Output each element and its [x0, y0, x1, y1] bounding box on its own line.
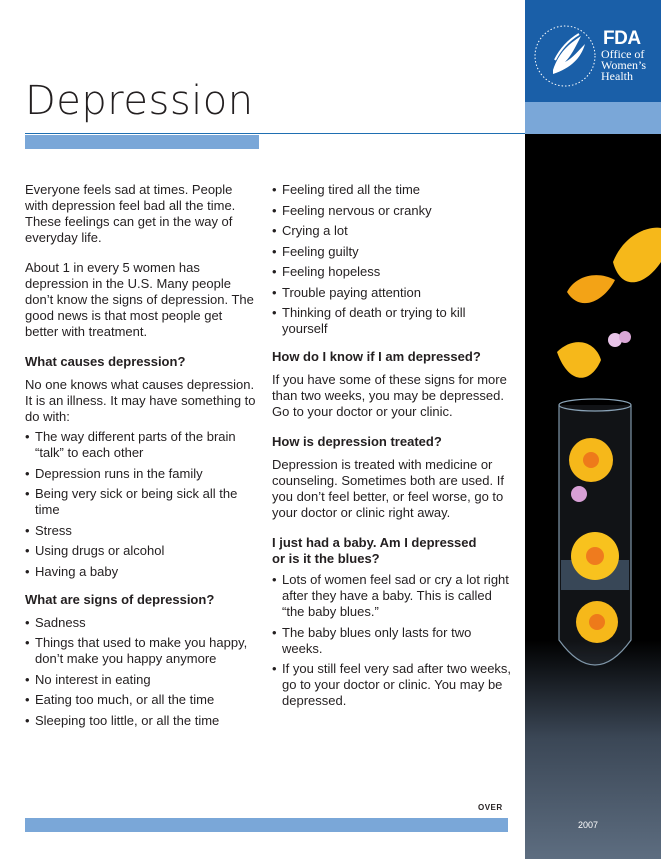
- list-item: • Eating too much, or all the time: [25, 692, 257, 708]
- list-item: • Stress: [25, 523, 257, 539]
- signs-heading: What are signs of depression?: [25, 591, 215, 607]
- footer-accent-bar: [25, 818, 508, 832]
- list-item: • Having a baby: [25, 564, 257, 580]
- list-item: • Lots of women feel sad or cry a lot right after they have a baby. This is called “the baby blues.”: [272, 572, 512, 620]
- list-item: • Depression runs in the family: [25, 466, 257, 482]
- list-item: • Crying a lot: [272, 223, 512, 239]
- baby-heading: [272, 535, 512, 567]
- signs-list-part-2: [272, 182, 512, 337]
- over-label: OVER: [478, 803, 503, 812]
- causes-heading: What causes depression?: [25, 354, 186, 369]
- baby-heading-line-1: I just had a baby. Am I depressed: [272, 535, 477, 550]
- list-item: • Trouble paying attention: [272, 285, 512, 301]
- year-label: 2007: [578, 820, 599, 830]
- header-rule: [25, 133, 525, 134]
- list-item: • The way different parts of the brain “talk” to each other: [25, 429, 257, 461]
- list-item: • Things that used to make you happy, don’t make you happy anymore: [25, 635, 257, 667]
- petal-icon: [557, 342, 601, 378]
- list-item: • Being very sick or being sick all the time: [25, 486, 257, 518]
- list-item: • The baby blues only lasts for two weeks.: [272, 625, 512, 657]
- side-panel: [525, 0, 661, 859]
- fda-logo: FDA: [603, 28, 641, 49]
- right-column: [272, 182, 512, 721]
- office-of-womens-health: Office of Women’s Health: [601, 47, 647, 83]
- blossom-icon: [571, 486, 587, 502]
- list-item: • Feeling nervous or cranky: [272, 203, 512, 219]
- intro-paragraph-2: About 1 in every 5 women has depression in the U.S. Many people don’t know the signs of depression. The good news is that most people get better with treatment.: [25, 260, 254, 339]
- causes-list: [25, 429, 257, 580]
- causes-text: No one knows what causes depression. It is an illness. It may have something to do with:: [25, 377, 256, 424]
- know-text: If you have some of these signs for more than two weeks, you may be depressed. Go to your doctor or your clinic.: [272, 372, 507, 419]
- list-item: • Thinking of death or trying to kill yourself: [272, 305, 512, 337]
- left-column: [25, 182, 257, 741]
- list-item: • Using drugs or alcohol: [25, 543, 257, 559]
- list-item: • Sleeping too little, or all the time: [25, 713, 257, 729]
- petal-icon: [613, 228, 661, 283]
- page-title: Depression: [25, 78, 254, 124]
- flower-tube-illustration: [525, 0, 661, 859]
- list-item: • Feeling tired all the time: [272, 182, 512, 198]
- list-item: • Feeling guilty: [272, 244, 512, 260]
- treated-heading: How is depression treated?: [272, 434, 442, 449]
- list-item: • No interest in eating: [25, 672, 257, 688]
- baby-heading-line-2: or is it the blues?: [272, 551, 380, 566]
- blossom-icon: [619, 331, 631, 343]
- list-item: • If you still feel very sad after two weeks, go to your doctor or clinic. You may be depressed.: [272, 661, 512, 709]
- signs-list-part-1: [25, 615, 257, 729]
- list-item: • Sadness: [25, 615, 257, 631]
- petal-icon: [567, 275, 615, 303]
- baby-list: [272, 572, 512, 709]
- intro-paragraph-1: Everyone feels sad at times. People with depression feel bad all the time. These feelings can get in the way of everyday life.: [25, 182, 236, 245]
- header-accent-bar: [25, 135, 259, 149]
- hhs-eagle-seal-icon: [535, 26, 595, 86]
- list-item: • Feeling hopeless: [272, 264, 512, 280]
- know-heading: How do I know if I am depressed?: [272, 349, 481, 364]
- treated-text: Depression is treated with medicine or counseling. Sometimes both are used. If you don’t feel better, or feel worse, go to your doctor or clinic right away.: [272, 457, 504, 520]
